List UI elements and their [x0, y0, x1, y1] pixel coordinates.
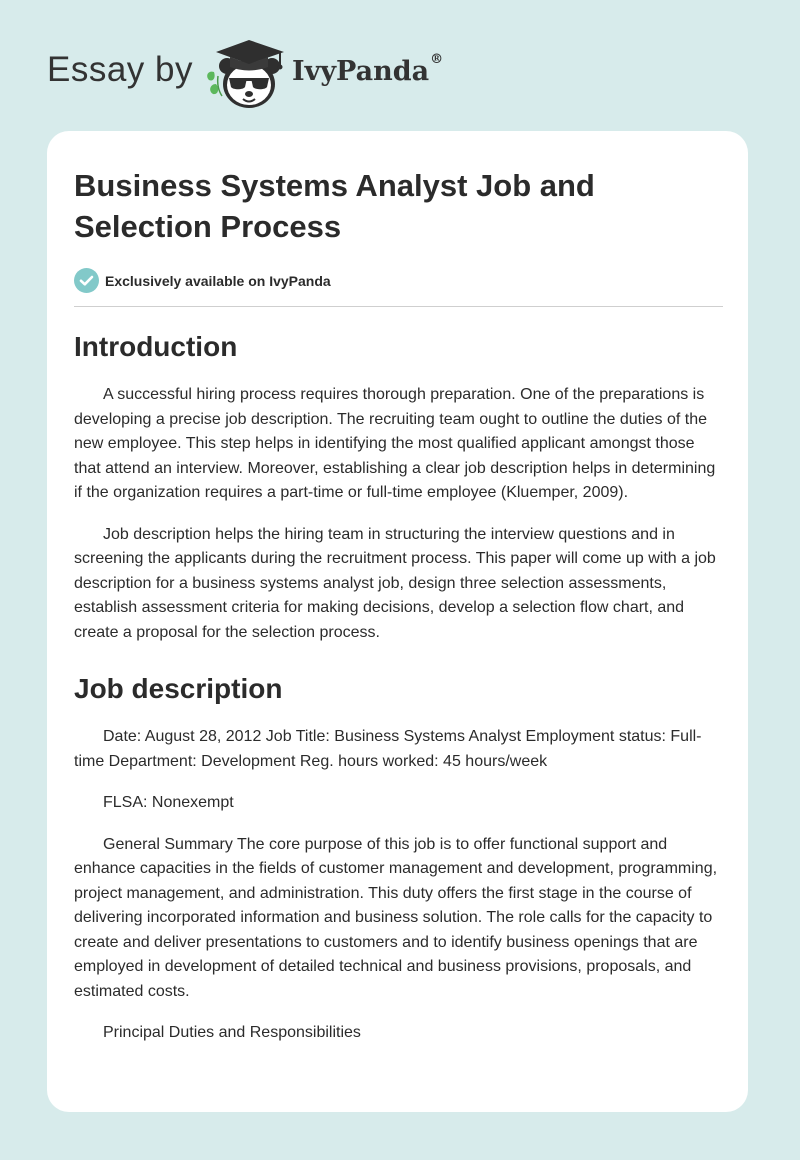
ivy-leaf-icon	[207, 72, 222, 96]
paragraph: Job description helps the hiring team in structuring the interview questions and in screening the applicants during the recruitment process. This paper will come up with a job description for a business systems analyst job, design three selection assessments, establish assessment criteria for making decisions, develop a selection flow chart, and create a proposal for the selection process.	[74, 525, 716, 641]
paragraph: Date: August 28, 2012 Job Title: Business Systems Analyst Employment status: Full-time Department: Development Reg. hours worked: 45 hours/week	[74, 728, 702, 770]
divider	[74, 306, 723, 307]
article-title: Business Systems Analyst Job and Selection Process	[74, 168, 595, 244]
paragraph: General Summary The core purpose of this job is to offer functional support and enhance capacities in the fields of customer management and development, programming, project management, and administration. This duty offers the first stage in the course of delivering incorporated information and business solution. The role calls for the capacity to create and deliver presentations to customers and to identify business openings that are employed in development of detailed technical and business provisions, proposals, and estimated costs.	[74, 835, 718, 1000]
panda-graduate-icon[interactable]	[200, 36, 296, 112]
checkmark-icon	[74, 268, 99, 293]
brand-logo-text[interactable]	[292, 52, 444, 87]
exclusive-badge	[74, 267, 723, 294]
essay-by-label: Essay by	[47, 50, 193, 89]
section-heading-introduction: Introduction	[74, 331, 238, 362]
paragraph: Principal Duties and Responsibilities	[103, 1024, 361, 1041]
section-heading-job-description: Job description	[74, 673, 283, 704]
paragraph: FLSA: Nonexempt	[103, 794, 234, 811]
article-card	[47, 131, 748, 1112]
paragraph: A successful hiring process requires thorough preparation. One of the preparations is developing a precise job description. The recruiting team ought to outline the duties of the new employee. This step helps in identifying the most qualified applicant amongst those that attend an interview. Moreover, establishing a clear job description helps in determining if the organization requires a part-time or full-time employee (Kluemper, 2009).	[74, 386, 716, 501]
site-header	[47, 36, 507, 112]
brand-name: IvyPanda	[292, 56, 430, 87]
article-content	[74, 165, 723, 1046]
registered-mark: ®	[430, 52, 444, 67]
exclusive-badge-text: Exclusively available on IvyPanda	[105, 272, 331, 289]
